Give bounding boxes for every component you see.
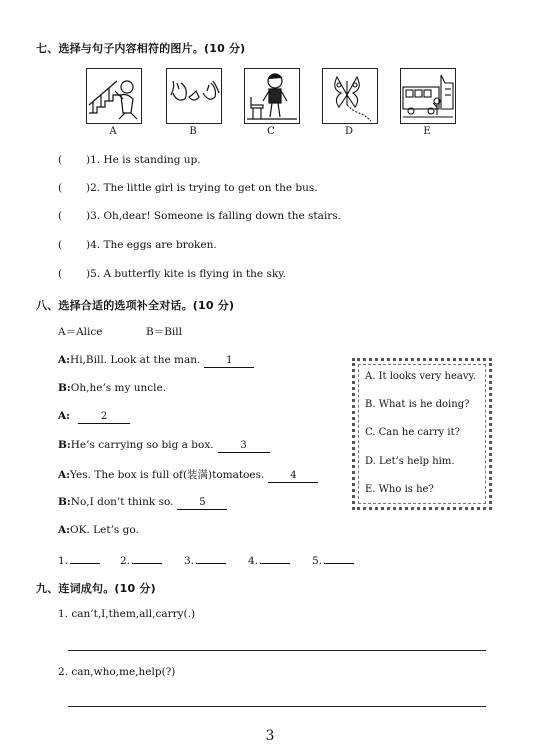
section7-title: 七、选择与句子内容相符的图片。(10 分) [36,42,246,55]
dialogue-text: Yes. The box is full of(装满)tomatoes. [70,469,265,481]
s7-question-2 [58,182,318,194]
s7-question-text: )3. Oh,dear! Someone is falling down the stairs. [86,210,342,222]
write-line-1[interactable] [68,650,486,651]
speaker-label: A: [58,354,71,366]
roles-a: A＝Alice [58,326,103,338]
answer-line[interactable] [132,552,162,564]
answer-line[interactable] [196,552,226,564]
dialogue-line-3 [58,410,130,424]
option-b: B. What is he doing? [365,399,470,410]
answer-number: 4. [248,555,259,567]
s7-question-3 [58,210,341,222]
picture-label-e: E [423,126,431,137]
s7-question-5 [58,268,286,280]
answer-blank-4[interactable]: 4 [268,470,318,483]
answer-paren[interactable]: ( [58,268,63,280]
s7-question-text: )5. A butterfly kite is flying in the sky. [86,268,287,280]
picture-label-c: C [267,126,275,137]
bus-scene-icon [400,68,456,124]
picture-label-a: A [109,126,117,137]
standing-boy-icon [244,68,300,124]
broken-eggs-icon [166,68,222,124]
s7-question-text: )2. The little girl is trying to get on the bus. [86,182,318,194]
answer-blank-3[interactable]: 3 [218,440,270,453]
dialogue-line-2 [58,382,166,394]
answer-number: 5. [312,555,323,567]
option-d: D. Let’s help him. [365,456,455,467]
dialogue-line-6 [58,496,227,510]
options-box [352,358,492,510]
butterfly-kite-icon [322,68,378,124]
page-number: 3 [265,728,275,744]
answer-line[interactable] [260,552,290,564]
answer-number: 2. [120,555,131,567]
answer-paren[interactable]: ( [58,182,63,194]
picture-label-d: D [344,126,354,137]
section9-title: 九、连词成句。(10 分) [36,582,156,595]
s7-question-4 [58,239,217,251]
man-on-stairs-icon [86,68,142,124]
answer-slot-3[interactable] [184,552,226,567]
s7-question-text: )1. He is standing up. [86,154,201,166]
answer-slot-5[interactable] [312,552,354,567]
dialogue-line-4 [58,439,270,453]
roles-b: B＝Bill [146,326,183,338]
answer-number: 1. [58,555,69,567]
dialogue-text: No,I don’t think so. [70,496,174,508]
dialogue-text: Hi,Bill. Look at the man. [70,354,201,366]
answer-line[interactable] [70,552,100,564]
dialogue-text: He’s carrying so big a box. [70,439,214,451]
speaker-label: A: [58,410,71,422]
s7-question-1 [58,154,201,166]
s9-item-2: 2. can,who,me,help(?) [58,666,176,678]
speaker-label: B: [58,496,71,508]
answer-slot-4[interactable] [248,552,290,567]
dialogue-text: OK. Let’s go. [70,524,139,536]
answer-blank-1[interactable]: 1 [204,355,254,368]
s7-question-text: )4. The eggs are broken. [86,239,217,251]
answer-slot-1[interactable] [58,552,100,567]
answer-blank-5[interactable]: 5 [177,497,227,510]
picture-row [86,68,466,138]
s9-item-1: 1. can’t,I,them,all,carry(.) [58,608,196,620]
section8-title: 八、选择合适的选项补全对话。(10 分) [36,299,235,312]
speaker-label: B: [58,439,71,451]
speaker-label: B: [58,382,71,394]
answer-blank-2[interactable]: 2 [78,411,130,424]
answer-paren[interactable]: ( [58,210,63,222]
answer-paren[interactable]: ( [58,154,63,166]
option-c: C. Can he carry it? [365,427,460,438]
answer-paren[interactable]: ( [58,239,63,251]
dialogue-line-5 [58,467,318,483]
dialogue-text: Oh,he’s my uncle. [70,382,167,394]
picture-label-b: B [189,126,197,137]
dialogue-line-1 [58,354,254,368]
answer-number: 3. [184,555,195,567]
option-a: A. It looks very heavy. [365,371,476,382]
speaker-label: A: [58,524,71,536]
option-e: E. Who is he? [365,484,434,495]
speaker-label: A: [58,469,71,481]
answer-slot-2[interactable] [120,552,162,567]
dialogue-line-7 [58,524,139,536]
write-line-2[interactable] [68,706,486,707]
answer-line[interactable] [324,552,354,564]
